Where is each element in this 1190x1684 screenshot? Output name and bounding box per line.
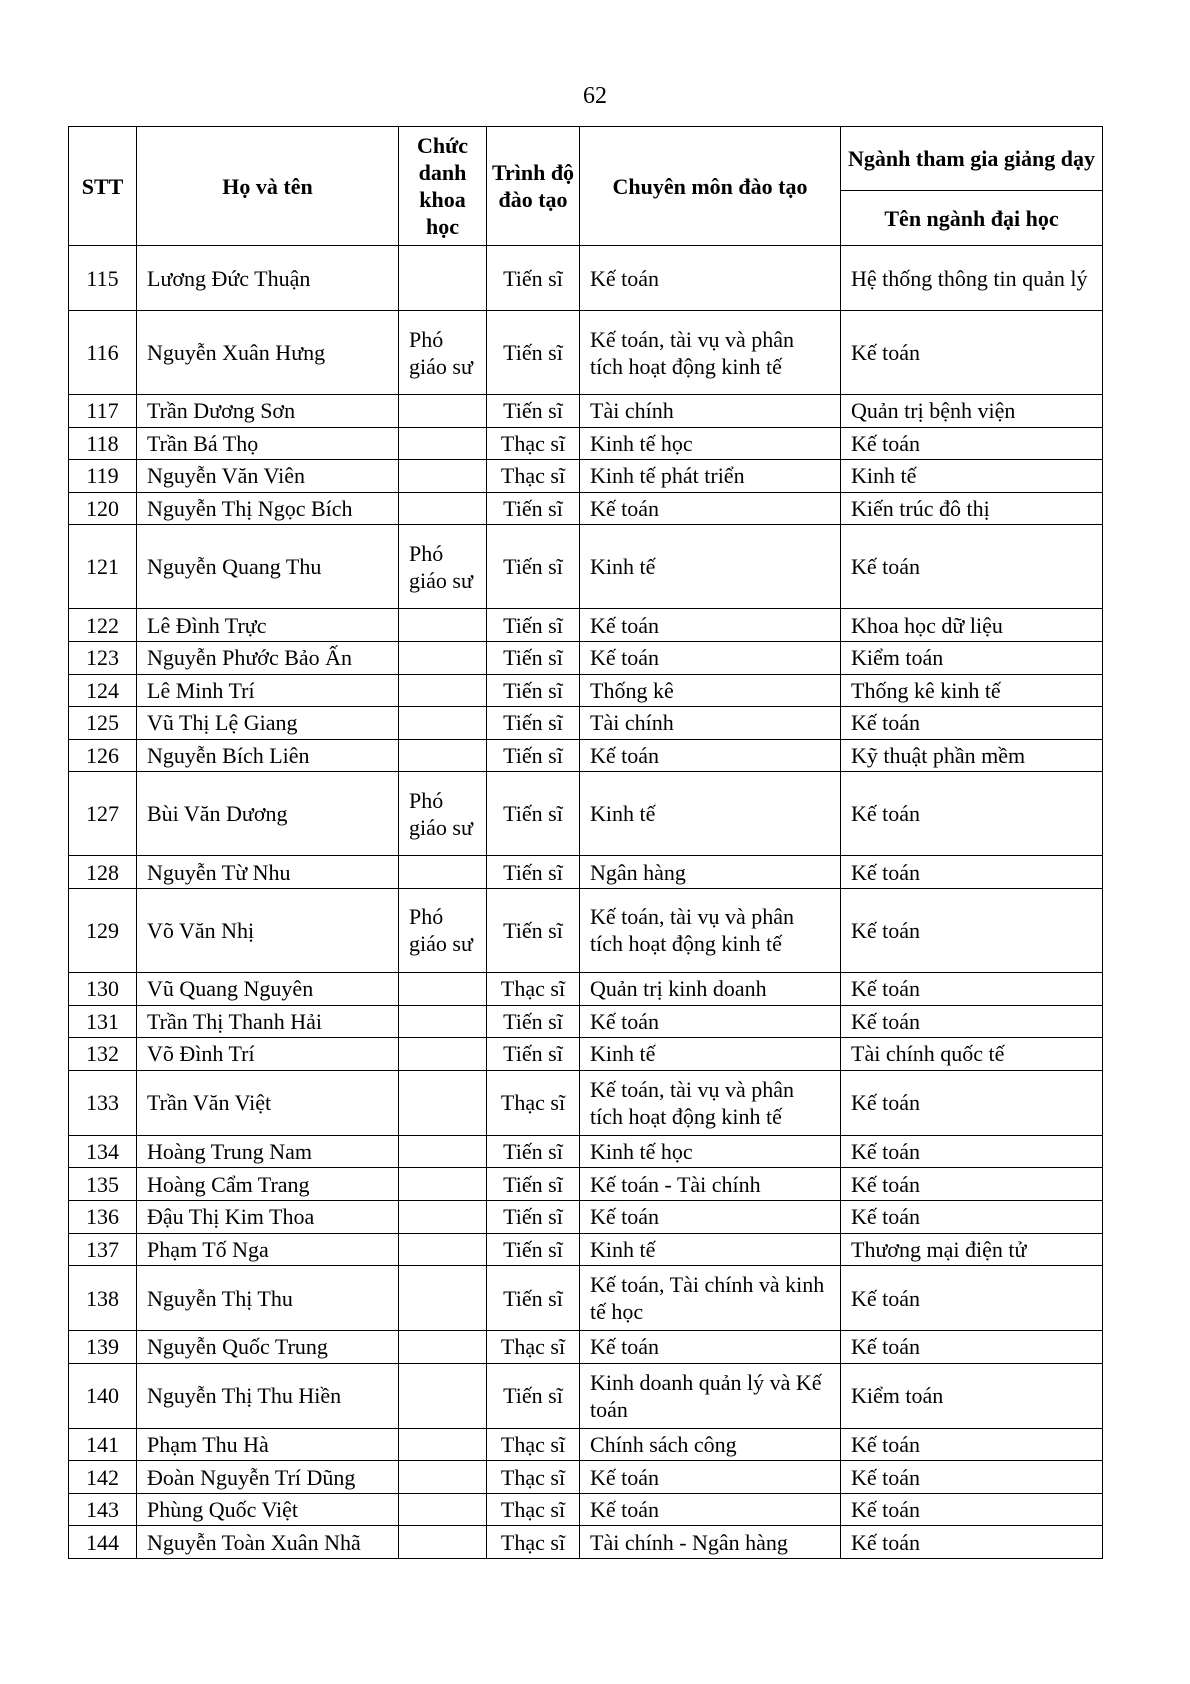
cell-stt: 130 (69, 972, 137, 1005)
cell-name: Nguyễn Phước Bảo Ấn (137, 641, 399, 674)
cell-specialty: Kinh tế (580, 525, 841, 609)
cell-stt: 139 (69, 1331, 137, 1364)
cell-major: Kế toán (841, 772, 1103, 856)
cell-specialty: Kế toán, tài vụ và phân tích hoạt động kinh tế (580, 888, 841, 972)
cell-level: Tiến sĩ (487, 707, 580, 740)
cell-major: Kế toán (841, 1493, 1103, 1526)
cell-stt: 123 (69, 641, 137, 674)
cell-level: Tiến sĩ (487, 1266, 580, 1331)
cell-major: Kế toán (841, 888, 1103, 972)
cell-name: Võ Đình Trí (137, 1038, 399, 1071)
cell-title (399, 1331, 487, 1364)
table-row (69, 311, 1103, 395)
table-row (69, 1363, 1103, 1428)
table-row (69, 1266, 1103, 1331)
cell-level: Tiến sĩ (487, 641, 580, 674)
cell-stt: 136 (69, 1200, 137, 1233)
cell-title (399, 1266, 487, 1331)
table-row (69, 707, 1103, 740)
cell-name: Vũ Quang Nguyên (137, 972, 399, 1005)
cell-title (399, 246, 487, 311)
cell-title: Phó giáo sư (399, 772, 487, 856)
cell-specialty: Ngân hàng (580, 856, 841, 889)
table-row (69, 1331, 1103, 1364)
cell-title: Phó giáo sư (399, 888, 487, 972)
cell-title (399, 1526, 487, 1559)
table-row (69, 1493, 1103, 1526)
cell-specialty: Kinh doanh quản lý và Kế toán (580, 1363, 841, 1428)
cell-specialty: Thống kê (580, 674, 841, 707)
cell-stt: 121 (69, 525, 137, 609)
cell-level: Tiến sĩ (487, 739, 580, 772)
cell-level: Tiến sĩ (487, 1005, 580, 1038)
cell-name: Lương Đức Thuận (137, 246, 399, 311)
cell-name: Nguyễn Quốc Trung (137, 1331, 399, 1364)
cell-specialty: Tài chính (580, 395, 841, 428)
table-row (69, 772, 1103, 856)
cell-level: Tiến sĩ (487, 1233, 580, 1266)
cell-name: Nguyễn Quang Thu (137, 525, 399, 609)
cell-level: Tiến sĩ (487, 1363, 580, 1428)
cell-level: Thạc sĩ (487, 1493, 580, 1526)
cell-specialty: Kế toán (580, 1461, 841, 1494)
cell-title (399, 739, 487, 772)
cell-stt: 122 (69, 609, 137, 642)
cell-name: Hoàng Cẩm Trang (137, 1168, 399, 1201)
cell-level: Tiến sĩ (487, 246, 580, 311)
cell-specialty: Kế toán (580, 1005, 841, 1038)
cell-level: Thạc sĩ (487, 1070, 580, 1135)
cell-title: Phó giáo sư (399, 311, 487, 395)
cell-stt: 141 (69, 1428, 137, 1461)
cell-stt: 118 (69, 427, 137, 460)
cell-specialty: Kế toán, tài vụ và phân tích hoạt động kinh tế (580, 311, 841, 395)
cell-major: Kế toán (841, 1200, 1103, 1233)
table-row (69, 674, 1103, 707)
cell-title (399, 707, 487, 740)
page-number: 62 (583, 83, 607, 109)
cell-specialty: Kinh tế học (580, 427, 841, 460)
cell-level: Thạc sĩ (487, 972, 580, 1005)
table-header (69, 127, 1103, 246)
cell-stt: 115 (69, 246, 137, 311)
cell-major: Kỹ thuật phần mềm (841, 739, 1103, 772)
table-row (69, 1070, 1103, 1135)
cell-major: Kiểm toán (841, 1363, 1103, 1428)
cell-major: Kế toán (841, 972, 1103, 1005)
table-body (69, 246, 1103, 1559)
cell-name: Phạm Thu Hà (137, 1428, 399, 1461)
cell-stt: 132 (69, 1038, 137, 1071)
cell-stt: 126 (69, 739, 137, 772)
cell-major: Kế toán (841, 1005, 1103, 1038)
cell-name: Nguyễn Thị Thu (137, 1266, 399, 1331)
cell-title (399, 1493, 487, 1526)
table-row (69, 492, 1103, 525)
cell-level: Thạc sĩ (487, 1331, 580, 1364)
cell-name: Nguyễn Toàn Xuân Nhã (137, 1526, 399, 1559)
cell-major: Kế toán (841, 1135, 1103, 1168)
cell-major: Kế toán (841, 1331, 1103, 1364)
cell-level: Thạc sĩ (487, 1526, 580, 1559)
cell-title (399, 609, 487, 642)
cell-title (399, 641, 487, 674)
cell-title (399, 1038, 487, 1071)
cell-major: Kế toán (841, 1168, 1103, 1201)
cell-level: Tiến sĩ (487, 856, 580, 889)
cell-title (399, 395, 487, 428)
cell-specialty: Kế toán (580, 641, 841, 674)
cell-title (399, 856, 487, 889)
cell-stt: 119 (69, 460, 137, 493)
faculty-table (68, 126, 1103, 1559)
cell-name: Nguyễn Thị Ngọc Bích (137, 492, 399, 525)
cell-title (399, 1070, 487, 1135)
table-row (69, 427, 1103, 460)
cell-name: Hoàng Trung Nam (137, 1135, 399, 1168)
cell-title (399, 1200, 487, 1233)
cell-name: Nguyễn Văn Viên (137, 460, 399, 493)
cell-stt: 135 (69, 1168, 137, 1201)
table-row (69, 525, 1103, 609)
cell-title (399, 427, 487, 460)
header-specialty: Chuyên môn đào tạo (580, 127, 841, 246)
cell-stt: 128 (69, 856, 137, 889)
cell-stt: 127 (69, 772, 137, 856)
cell-level: Tiến sĩ (487, 525, 580, 609)
cell-title (399, 1461, 487, 1494)
cell-specialty: Kinh tế học (580, 1135, 841, 1168)
cell-major: Hệ thống thông tin quản lý (841, 246, 1103, 311)
cell-name: Bùi Văn Dương (137, 772, 399, 856)
header-major-group: Ngành tham gia giảng dạy (841, 127, 1103, 191)
cell-specialty: Kế toán (580, 492, 841, 525)
cell-specialty: Kế toán (580, 739, 841, 772)
cell-major: Kinh tế (841, 460, 1103, 493)
cell-stt: 140 (69, 1363, 137, 1428)
cell-title (399, 1428, 487, 1461)
cell-title: Phó giáo sư (399, 525, 487, 609)
cell-specialty: Kinh tế (580, 772, 841, 856)
cell-specialty: Tài chính - Ngân hàng (580, 1526, 841, 1559)
cell-stt: 129 (69, 888, 137, 972)
cell-specialty: Kế toán (580, 1331, 841, 1364)
cell-major: Quản trị bệnh viện (841, 395, 1103, 428)
cell-specialty: Kinh tế (580, 1038, 841, 1071)
cell-name: Nguyễn Thị Thu Hiền (137, 1363, 399, 1428)
cell-title (399, 1363, 487, 1428)
cell-major: Kế toán (841, 1070, 1103, 1135)
cell-title (399, 1233, 487, 1266)
cell-level: Tiến sĩ (487, 395, 580, 428)
table-row (69, 1135, 1103, 1168)
table-row (69, 460, 1103, 493)
cell-level: Tiến sĩ (487, 492, 580, 525)
cell-level: Tiến sĩ (487, 311, 580, 395)
cell-title (399, 674, 487, 707)
cell-specialty: Kế toán (580, 246, 841, 311)
cell-name: Lê Minh Trí (137, 674, 399, 707)
cell-major: Kế toán (841, 1526, 1103, 1559)
cell-level: Thạc sĩ (487, 1428, 580, 1461)
cell-title (399, 1168, 487, 1201)
header-title: Chức danh khoa học (399, 127, 487, 246)
cell-major: Kế toán (841, 427, 1103, 460)
header-major: Tên ngành đại học (841, 191, 1103, 246)
table-row (69, 641, 1103, 674)
cell-title (399, 1005, 487, 1038)
cell-stt: 143 (69, 1493, 137, 1526)
cell-stt: 133 (69, 1070, 137, 1135)
header-level: Trình độ đào tạo (487, 127, 580, 246)
cell-name: Lê Đình Trực (137, 609, 399, 642)
cell-major: Kế toán (841, 1461, 1103, 1494)
cell-name: Vũ Thị Lệ Giang (137, 707, 399, 740)
cell-stt: 120 (69, 492, 137, 525)
table-row (69, 1200, 1103, 1233)
cell-major: Kiến trúc đô thị (841, 492, 1103, 525)
cell-name: Nguyễn Từ Nhu (137, 856, 399, 889)
cell-specialty: Kế toán - Tài chính (580, 1168, 841, 1201)
cell-level: Tiến sĩ (487, 1200, 580, 1233)
cell-stt: 124 (69, 674, 137, 707)
cell-major: Khoa học dữ liệu (841, 609, 1103, 642)
cell-level: Tiến sĩ (487, 609, 580, 642)
cell-specialty: Quản trị kinh doanh (580, 972, 841, 1005)
table-row (69, 609, 1103, 642)
table-row (69, 1526, 1103, 1559)
cell-title (399, 460, 487, 493)
cell-stt: 131 (69, 1005, 137, 1038)
cell-name: Đoàn Nguyễn Trí Dũng (137, 1461, 399, 1494)
cell-specialty: Kế toán, tài vụ và phân tích hoạt động kinh tế (580, 1070, 841, 1135)
cell-major: Kế toán (841, 856, 1103, 889)
cell-specialty: Chính sách công (580, 1428, 841, 1461)
cell-major: Kế toán (841, 707, 1103, 740)
cell-major: Tài chính quốc tế (841, 1038, 1103, 1071)
cell-major: Kế toán (841, 1266, 1103, 1331)
cell-level: Thạc sĩ (487, 460, 580, 493)
table-row (69, 1038, 1103, 1071)
table-row (69, 1005, 1103, 1038)
cell-name: Nguyễn Xuân Hưng (137, 311, 399, 395)
cell-level: Tiến sĩ (487, 674, 580, 707)
cell-specialty: Kế toán (580, 609, 841, 642)
cell-title (399, 492, 487, 525)
cell-stt: 138 (69, 1266, 137, 1331)
table-row (69, 856, 1103, 889)
table-row (69, 972, 1103, 1005)
cell-stt: 125 (69, 707, 137, 740)
cell-name: Đậu Thị Kim Thoa (137, 1200, 399, 1233)
cell-name: Trần Văn Việt (137, 1070, 399, 1135)
cell-stt: 117 (69, 395, 137, 428)
cell-name: Võ Văn Nhị (137, 888, 399, 972)
header-stt: STT (69, 127, 137, 246)
cell-level: Tiến sĩ (487, 1168, 580, 1201)
cell-major: Kế toán (841, 1428, 1103, 1461)
cell-stt: 137 (69, 1233, 137, 1266)
cell-major: Thống kê kinh tế (841, 674, 1103, 707)
table-row (69, 1461, 1103, 1494)
cell-stt: 142 (69, 1461, 137, 1494)
cell-stt: 116 (69, 311, 137, 395)
cell-name: Trần Dương Sơn (137, 395, 399, 428)
table-row (69, 1428, 1103, 1461)
cell-name: Trần Bá Thọ (137, 427, 399, 460)
cell-name: Nguyễn Bích Liên (137, 739, 399, 772)
header-name: Họ và tên (137, 127, 399, 246)
cell-level: Tiến sĩ (487, 1038, 580, 1071)
cell-level: Thạc sĩ (487, 1461, 580, 1494)
cell-specialty: Kế toán (580, 1200, 841, 1233)
table-row (69, 888, 1103, 972)
table-row (69, 739, 1103, 772)
table-row (69, 246, 1103, 311)
cell-specialty: Kế toán (580, 1493, 841, 1526)
cell-specialty: Kinh tế phát triển (580, 460, 841, 493)
cell-stt: 144 (69, 1526, 137, 1559)
cell-major: Kế toán (841, 311, 1103, 395)
cell-stt: 134 (69, 1135, 137, 1168)
cell-title (399, 1135, 487, 1168)
cell-major: Thương mại điện tử (841, 1233, 1103, 1266)
table-row (69, 395, 1103, 428)
cell-specialty: Kế toán, Tài chính và kinh tế học (580, 1266, 841, 1331)
cell-major: Kiểm toán (841, 641, 1103, 674)
cell-name: Phạm Tố Nga (137, 1233, 399, 1266)
cell-level: Tiến sĩ (487, 1135, 580, 1168)
cell-major: Kế toán (841, 525, 1103, 609)
cell-specialty: Kinh tế (580, 1233, 841, 1266)
cell-title (399, 972, 487, 1005)
table-row (69, 1168, 1103, 1201)
cell-name: Phùng Quốc Việt (137, 1493, 399, 1526)
cell-specialty: Tài chính (580, 707, 841, 740)
cell-name: Trần Thị Thanh Hải (137, 1005, 399, 1038)
cell-level: Thạc sĩ (487, 427, 580, 460)
table-row (69, 1233, 1103, 1266)
cell-level: Tiến sĩ (487, 772, 580, 856)
cell-level: Tiến sĩ (487, 888, 580, 972)
